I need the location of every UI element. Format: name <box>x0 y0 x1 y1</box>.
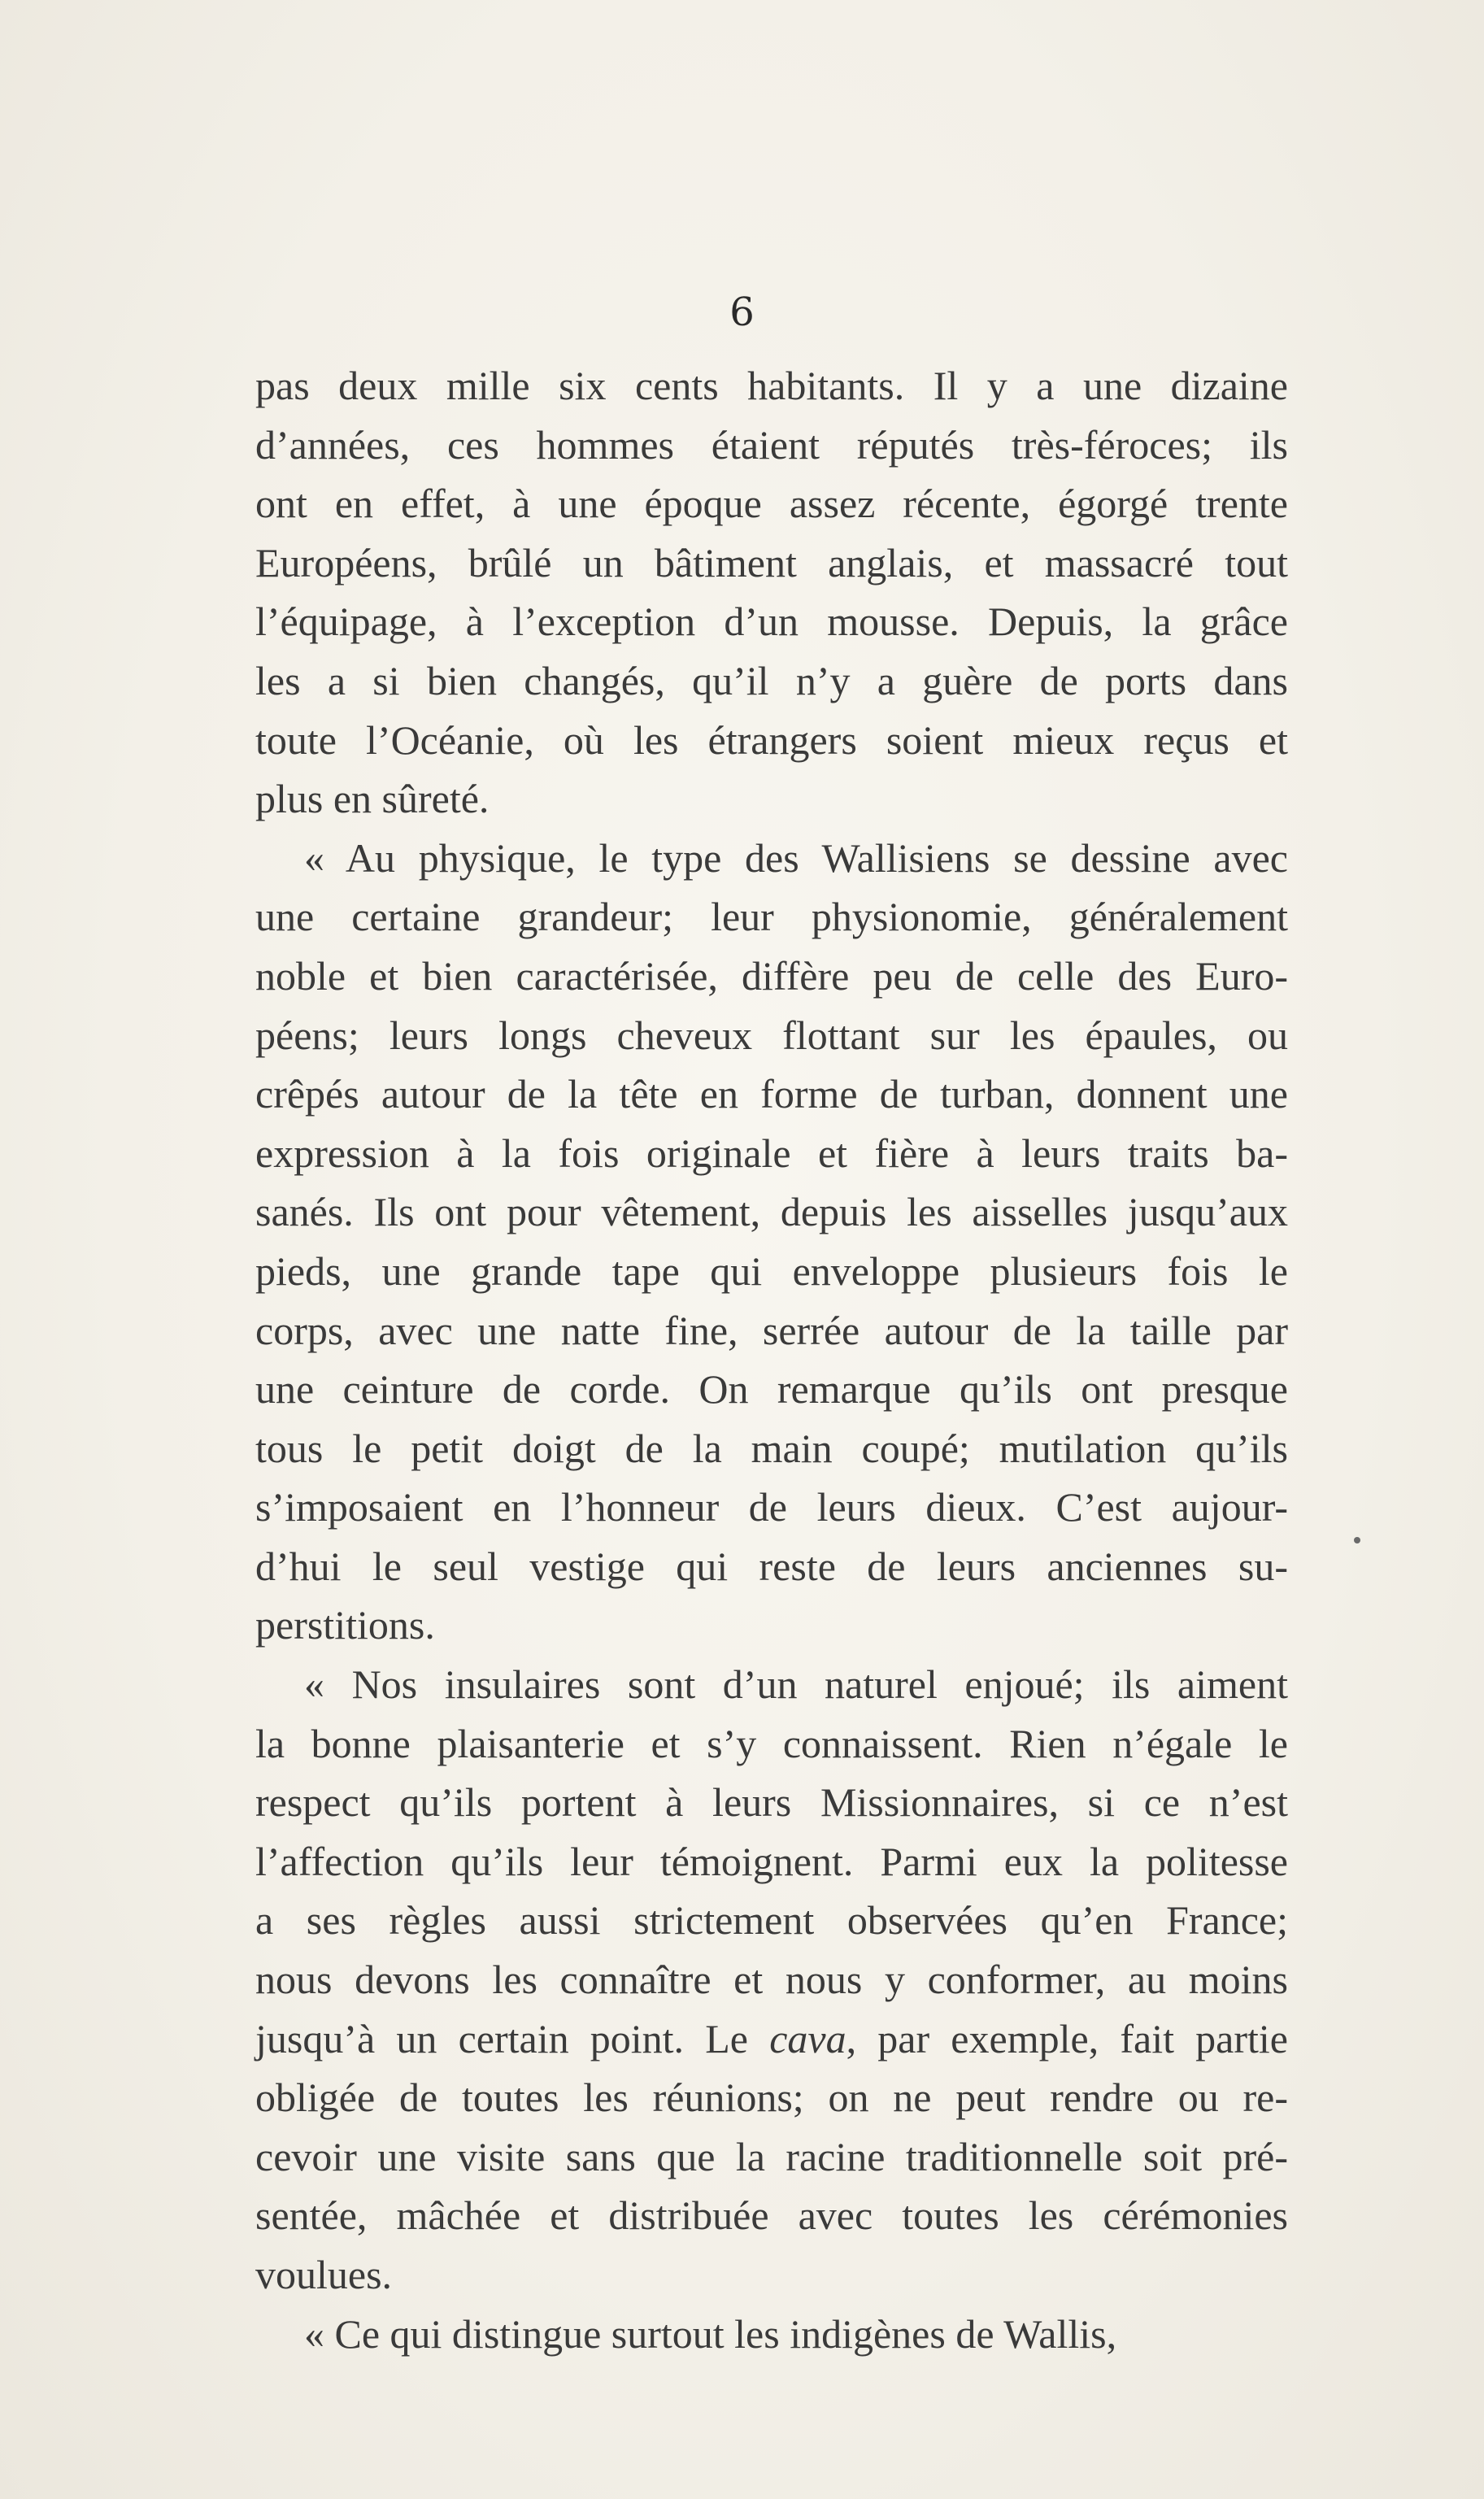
text-line: « Ce qui distingue surtout les indigènes de Wallis, <box>304 2310 1117 2357</box>
text-line: plus en sûreté. <box>255 776 490 822</box>
text-line: jusqu’à un certain point. Le cava, par exemple, fait partie <box>255 2015 1288 2061</box>
text-line: « Nos insulaires sont d’un naturel enjoué; ils aiment <box>304 1661 1288 1708</box>
text-line: sentée, mâchée et distribuée avec toutes les cérémonies <box>255 2192 1288 2239</box>
text-line: pieds, une grande tape qui enveloppe plusieurs fois le <box>255 1247 1288 1294</box>
text-line: Européens, brûlé un bâtiment anglais, et massacré tout <box>255 539 1288 586</box>
body-text <box>255 356 1288 2363</box>
text-line: sanés. Ils ont pour vêtement, depuis les aisselles jusqu’aux <box>255 1189 1288 1235</box>
margin-dot-mark <box>1354 1537 1360 1543</box>
text-line: l’équipage, à l’exception d’un mousse. Depuis, la grâce <box>255 599 1288 645</box>
text-line: voulues. <box>255 2252 393 2297</box>
text-line: péens; leurs longs cheveux flottant sur les épaules, ou <box>255 1012 1288 1058</box>
text-line: d’hui le seul vestige qui reste de leurs anciennes su- <box>255 1543 1288 1589</box>
italic-term: cava <box>769 2015 846 2061</box>
text-line: cevoir une visite sans que la racine traditionnelle soit pré- <box>255 2133 1288 2179</box>
text-line: tous le petit doigt de la main coupé; mutilation qu’ils <box>255 1425 1288 1471</box>
text-line: d’années, ces hommes étaient réputés très-féroces; ils <box>255 421 1288 468</box>
text-line: s’imposaient en l’honneur de leurs dieux. C’est aujour- <box>255 1484 1288 1530</box>
text-line: crêpés autour de la tête en forme de turban, donnent une <box>255 1071 1288 1117</box>
text-line: les a si bien changés, qu’il n’y a guère de ports dans <box>255 657 1288 703</box>
text-line: ont en effet, à une époque assez récente, égorgé trente <box>255 481 1288 527</box>
text-line: la bonne plaisanterie et s’y connaissent. Rien n’égale le <box>255 1720 1288 1766</box>
text-line: une ceinture de corde. On remarque qu’ils ont presque <box>255 1366 1288 1413</box>
text-line: toute l’Océanie, où les étrangers soient mieux reçus et <box>255 716 1288 763</box>
text-line: pas deux mille six cents habitants. Il y a une dizaine <box>255 363 1288 408</box>
text-line: respect qu’ils portent à leurs Missionnaires, si ce n’est <box>255 1779 1288 1826</box>
text-line: perstitions. <box>255 1602 435 1648</box>
text-line: l’affection qu’ils leur témoignent. Parmi eux la politesse <box>255 1838 1288 1884</box>
text-line: nous devons les connaître et nous y conformer, au moins <box>255 1957 1288 2003</box>
text-line: expression à la fois originale et fière à leurs traits ba- <box>255 1130 1288 1176</box>
text-line: « Au physique, le type des Wallisiens se dessine avec <box>304 834 1288 881</box>
text-line: obligée de toutes les réunions; on ne peut rendre ou re- <box>255 2075 1288 2121</box>
page-number: 6 <box>729 290 755 335</box>
text-line: noble et bien caractérisée, diffère peu de celle des Euro- <box>255 952 1288 999</box>
text-line: a ses règles aussi strictement observées qu’en France; <box>255 1897 1288 1944</box>
text-line: une certaine grandeur; leur physionomie, généralement <box>255 894 1288 940</box>
text-line: corps, avec une natte fine, serrée autour de la taille par <box>255 1307 1288 1353</box>
